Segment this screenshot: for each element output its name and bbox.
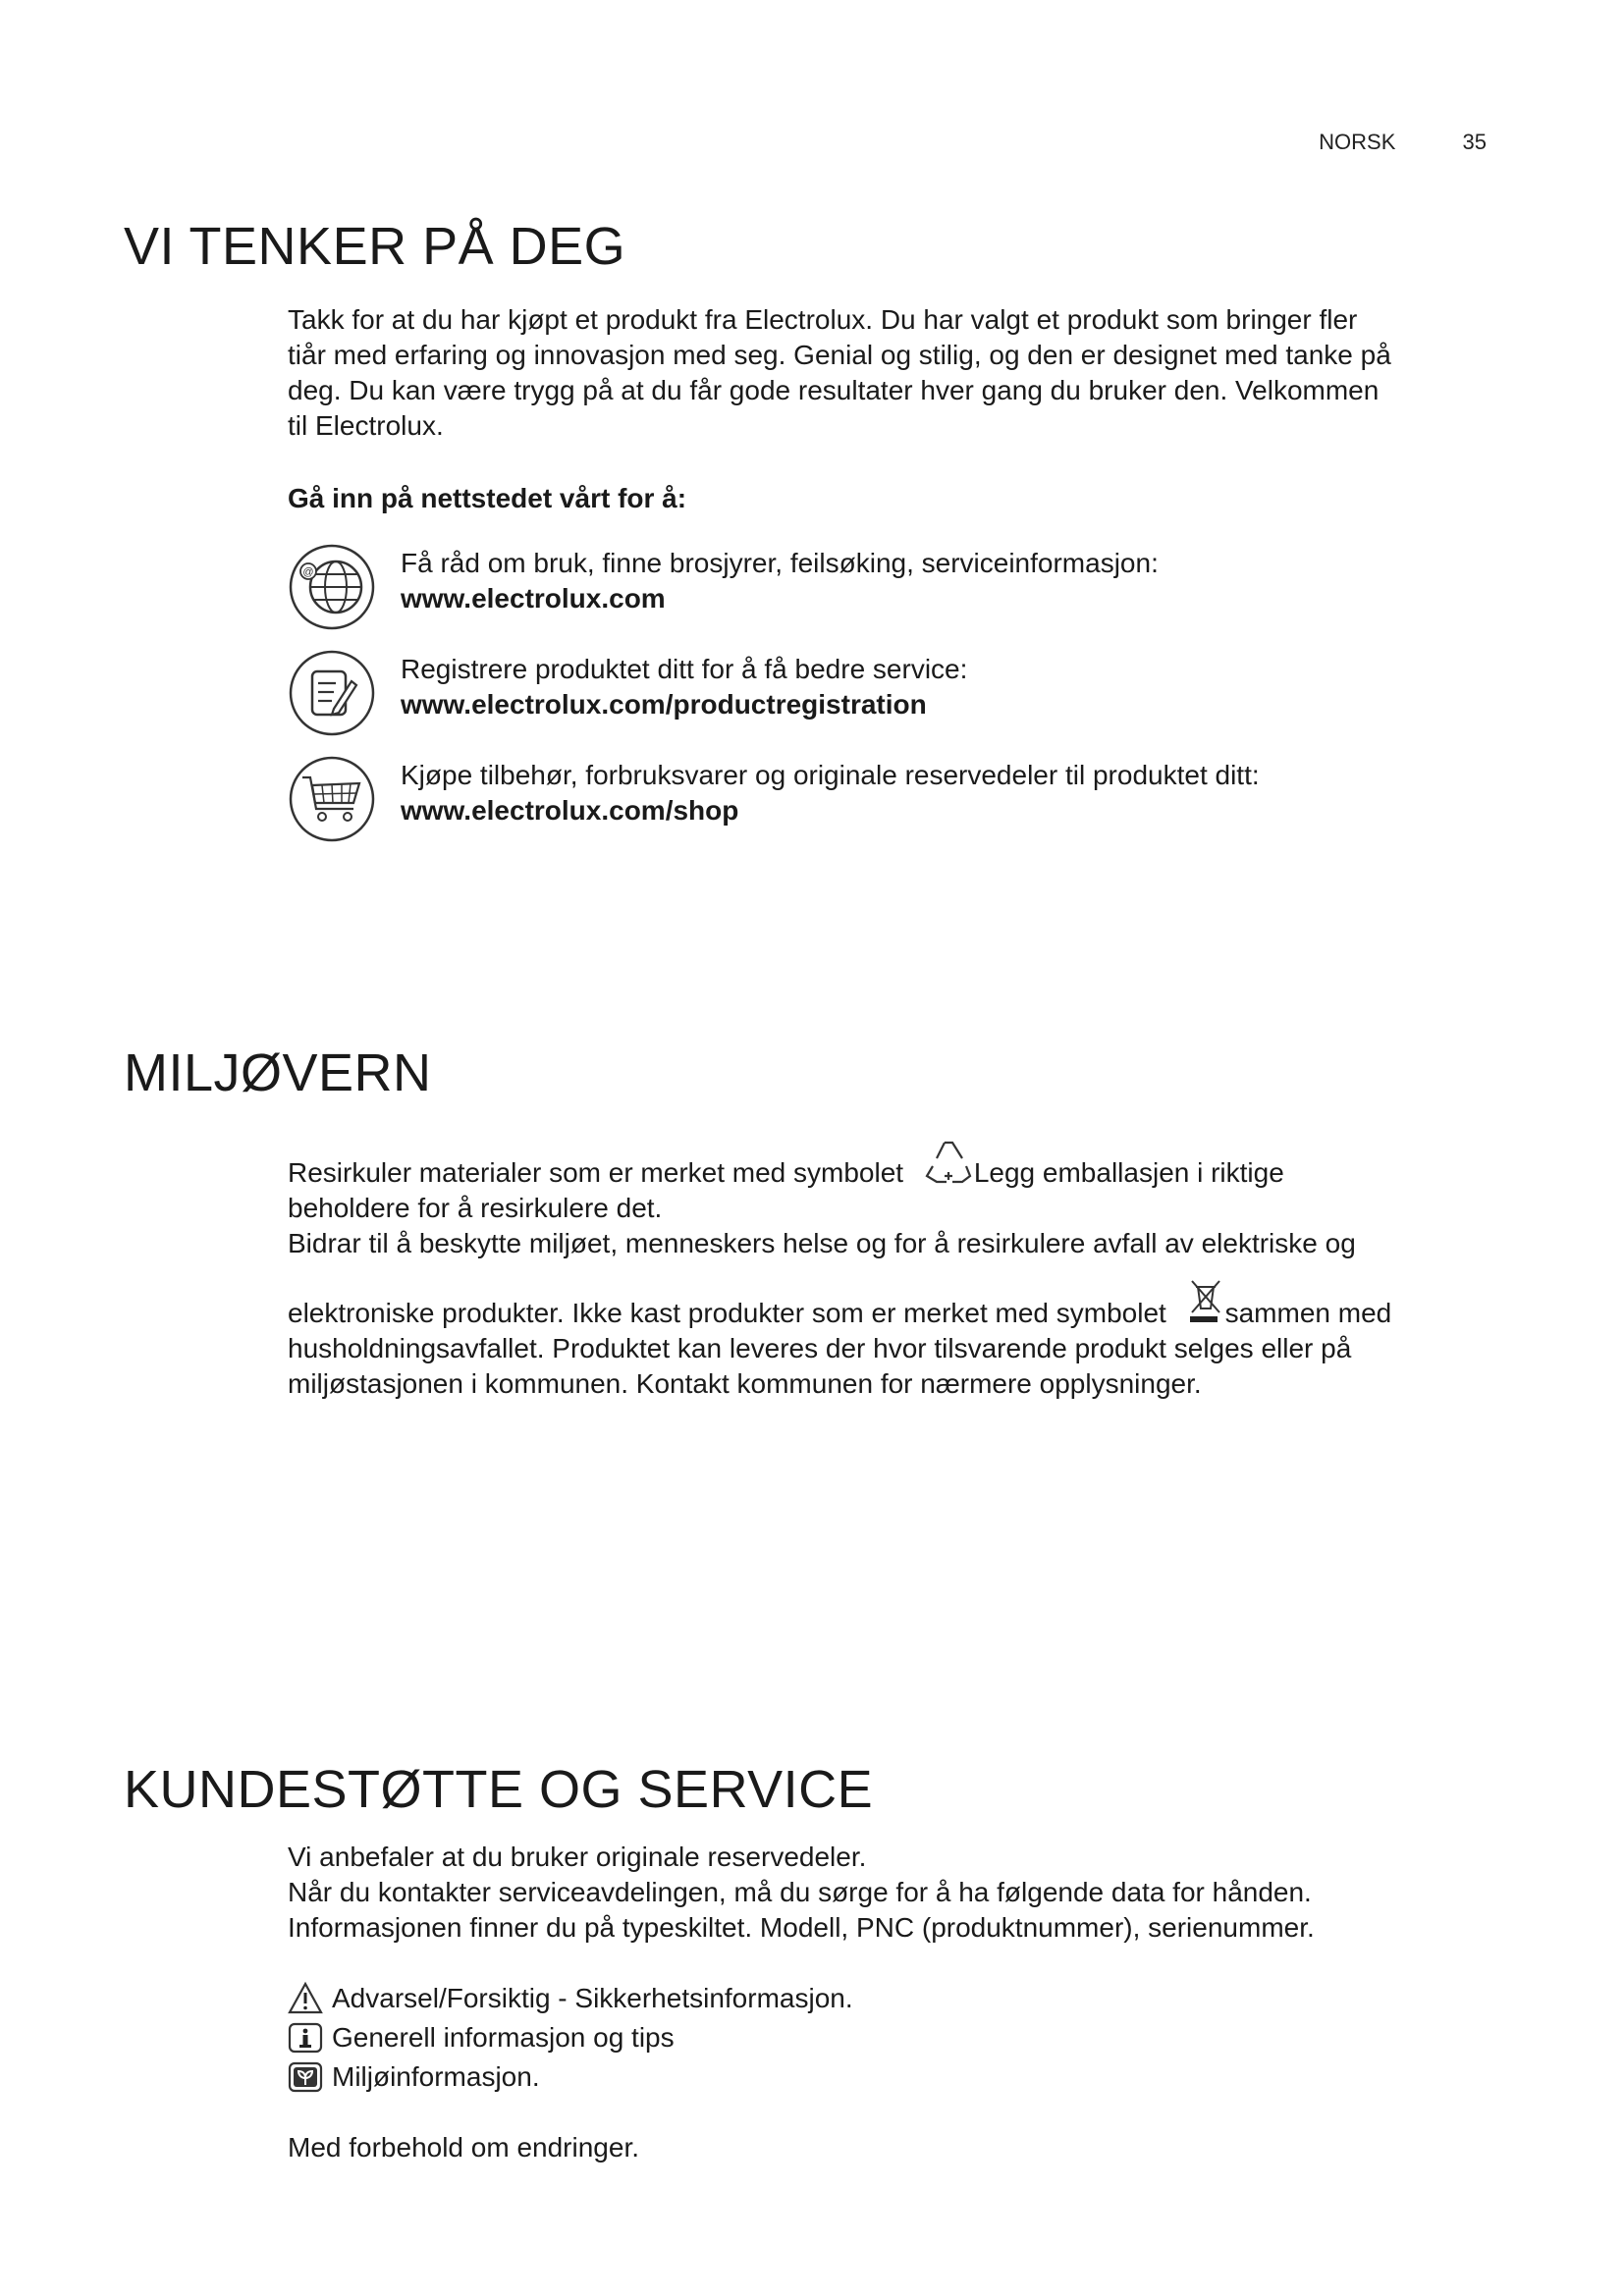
svg-text:@: @ bbox=[302, 566, 314, 578]
intro-line: tiår med erfaring og innovasjon med seg. Genial og stilig, og den er designet med tanke på bbox=[288, 340, 1391, 370]
link-row-registration bbox=[287, 648, 1504, 738]
environment-line: husholdningsavfallet. Produktet kan leveres der hvor tilsvarende produkt selges eller på bbox=[288, 1333, 1352, 1363]
website-heading: Gå inn på nettstedet vårt for å: bbox=[288, 483, 687, 513]
language-label: NORSK bbox=[1319, 130, 1396, 154]
link-description: Registrere produktet ditt for å få bedre service: bbox=[401, 654, 968, 684]
environment-line: Bidrar til å beskytte miljøet, menneskers helse og for å resirkulere avfall av elektriske og bbox=[288, 1228, 1356, 1258]
link-description: Kjøpe tilbehør, forbruksvarer og originale reservedeler til produktet ditt: bbox=[401, 760, 1260, 790]
intro-line: Takk for at du har kjøpt et produkt fra Electrolux. Du har valgt et produkt som bringer fler bbox=[288, 304, 1358, 335]
link-description: Få råd om bruk, finne brosjyrer, feilsøking, serviceinformasjon: bbox=[401, 548, 1159, 578]
info-icon bbox=[287, 2021, 324, 2055]
intro-paragraph bbox=[288, 302, 1495, 444]
environment-text: sammen med bbox=[1224, 1298, 1392, 1328]
environment-line: miljøstasjonen i kommunen. Kontakt kommunen for nærmere opplysninger. bbox=[288, 1368, 1202, 1399]
page-header bbox=[1319, 130, 1487, 155]
environment-line: beholdere for å resirkulere det. bbox=[288, 1193, 663, 1223]
environment-text: Legg emballasjen i riktige bbox=[973, 1157, 1284, 1188]
registration-form-icon bbox=[287, 648, 377, 738]
shopping-cart-icon bbox=[287, 754, 377, 844]
link-row-shop bbox=[287, 754, 1504, 844]
page-number: 35 bbox=[1462, 130, 1487, 154]
warning-icon bbox=[287, 1981, 324, 2016]
service-line: Informasjonen finner du på typeskiltet. Modell, PNC (produktnummer), serienummer. bbox=[288, 1912, 1315, 1943]
environment-line bbox=[288, 1279, 1495, 1331]
legend-text: Advarsel/Forsiktig - Sikkerhetsinformasjon. bbox=[332, 1983, 853, 2013]
section-title-vi-tenker: VI TENKER PÅ DEG bbox=[124, 217, 626, 276]
legend-item-warning bbox=[287, 1979, 853, 2018]
intro-line: deg. Du kan være trygg på at du får gode resultater hver gang du bruker den. Velkommen bbox=[288, 375, 1380, 405]
legend-text: Generell informasjon og tips bbox=[332, 2022, 675, 2053]
globe-icon bbox=[287, 542, 377, 632]
legend-text: Miljøinformasjon. bbox=[332, 2061, 540, 2092]
recycling-icon bbox=[923, 1137, 974, 1186]
environment-text: Resirkuler materialer som er merket med symbolet bbox=[288, 1157, 904, 1188]
section-title-kundestotte: KUNDESTØTTE OG SERVICE bbox=[124, 1760, 874, 1819]
environment-icon bbox=[287, 2060, 324, 2094]
intro-line: til Electrolux. bbox=[288, 410, 444, 441]
environment-paragraph bbox=[288, 1137, 1495, 1402]
link-url-electrolux[interactable]: www.electrolux.com bbox=[401, 583, 666, 614]
service-line: Når du kontakter serviceavdelingen, må du sørge for å ha følgende data for hånden. bbox=[288, 1877, 1312, 1907]
legend-item-info bbox=[287, 2018, 853, 2057]
service-line: Vi anbefaler at du bruker originale reservedeler. bbox=[288, 1842, 867, 1872]
link-url-shop[interactable]: www.electrolux.com/shop bbox=[401, 795, 739, 826]
crossed-out-bin-icon bbox=[1184, 1279, 1225, 1324]
legend-item-environment bbox=[287, 2057, 853, 2097]
environment-line bbox=[288, 1137, 1495, 1191]
environment-text: elektroniske produkter. Ikke kast produkter som er merket med symbolet bbox=[288, 1298, 1166, 1328]
footer-note: Med forbehold om endringer. bbox=[288, 2132, 639, 2163]
section-title-miljovern: MILJØVERN bbox=[124, 1043, 432, 1102]
link-url-productregistration[interactable]: www.electrolux.com/productregistration bbox=[401, 689, 927, 720]
service-paragraph bbox=[288, 1840, 1495, 1946]
link-row-advice bbox=[287, 542, 1504, 632]
symbol-legend bbox=[287, 1979, 853, 2097]
